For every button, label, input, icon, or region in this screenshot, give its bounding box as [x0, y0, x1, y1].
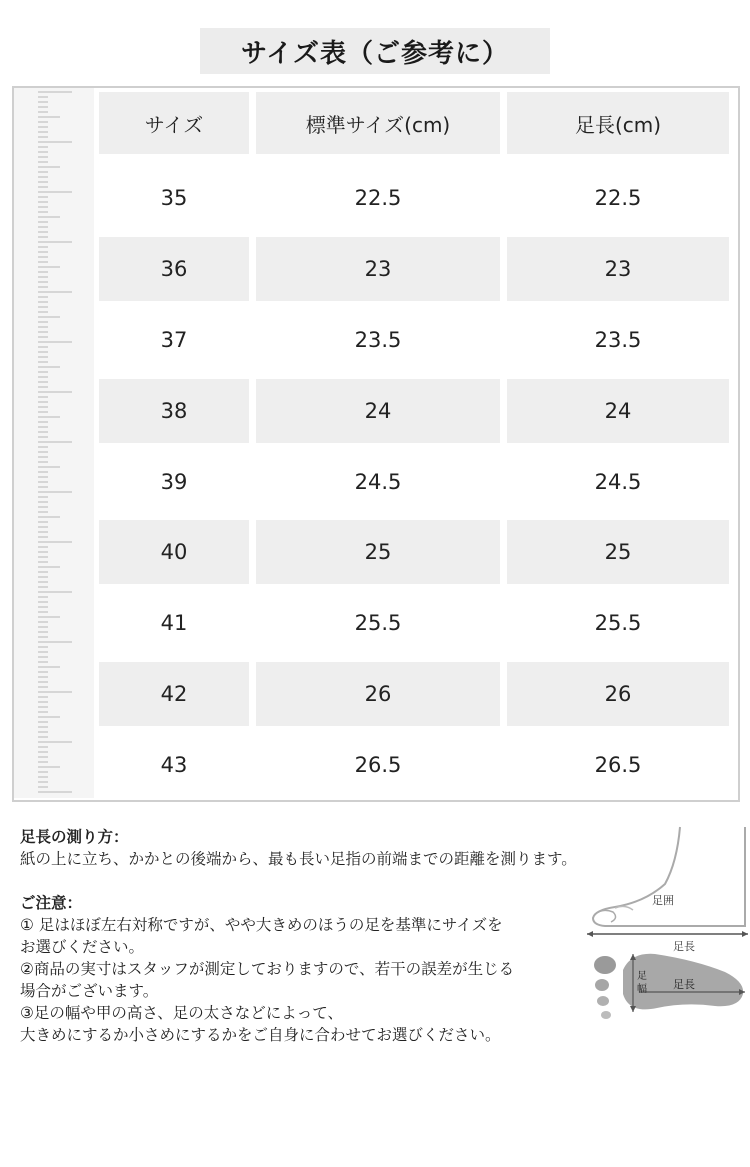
ruler-decoration [14, 88, 94, 798]
width-label: 足 幅 [637, 971, 647, 995]
toe-print [594, 956, 616, 974]
length-label-bottom: 足長 [673, 978, 695, 991]
table-cell: 40 [99, 520, 249, 584]
table-cell: 38 [99, 379, 249, 443]
length-label-top: 足長 [673, 940, 695, 953]
table-cell: 42 [99, 662, 249, 726]
table-cell: 26.5 [594, 753, 642, 777]
table-cell: 35 [160, 186, 188, 210]
table-cell: 26 [256, 662, 500, 726]
table-cell: 41 [160, 611, 188, 635]
table-cell: 39 [160, 470, 188, 494]
toe-print [597, 996, 609, 1006]
caution-heading: ご注意： [20, 894, 83, 912]
caution-line: ① 足はほぼ左右対称ですが、やや大きめのほうの足を基準にサイズを [20, 916, 503, 934]
table-cell: 26 [507, 662, 729, 726]
girth-label: 足囲 [652, 894, 674, 907]
caution-line: 大きめにするか小さめにするかをご自身に合わせてお選びください。 [20, 1026, 501, 1044]
notes-section [20, 826, 660, 1046]
header-standard-size: 標準サイズ(cm) [256, 92, 500, 154]
measure-heading: 足長の測り方： [20, 828, 129, 846]
table-cell: 26.5 [354, 753, 402, 777]
foot-measurement-illustration [585, 822, 750, 1022]
page-title: サイズ表（ご参考に） [200, 28, 550, 74]
table-cell: 22.5 [354, 186, 402, 210]
table-cell: 24 [256, 379, 500, 443]
table-cell: 22.5 [594, 186, 642, 210]
table-cell: 23.5 [594, 328, 642, 352]
foot-side-outline [593, 827, 745, 926]
toe-print [601, 1011, 611, 1019]
table-cell: 24.5 [594, 470, 642, 494]
caution-line: お選びください。 [20, 938, 145, 956]
caution-line: ②商品の実寸はスタッフが測定しておりますので、若干の誤差が生じる [20, 960, 515, 978]
table-cell: 25 [507, 520, 729, 584]
table-cell: 24.5 [354, 470, 402, 494]
table-cell: 37 [160, 328, 188, 352]
toe-print [595, 979, 609, 991]
table-cell: 23.5 [354, 328, 402, 352]
measure-text: 紙の上に立ち、かかとの後端から、最も長い足指の前端までの距離を測ります。 [20, 850, 577, 868]
table-cell: 36 [99, 237, 249, 301]
table-cell: 24 [507, 379, 729, 443]
table-cell: 23 [507, 237, 729, 301]
table-cell: 25.5 [594, 611, 642, 635]
header-foot-length: 足長(cm) [507, 92, 729, 154]
table-cell: 43 [160, 753, 188, 777]
header-size: サイズ [99, 92, 249, 154]
table-cell: 25.5 [354, 611, 402, 635]
table-cell: 23 [256, 237, 500, 301]
table-cell: 25 [256, 520, 500, 584]
caution-line: ③足の幅や甲の高さ、足の太さなどによって、 [20, 1004, 343, 1022]
caution-line: 場合がございます。 [20, 982, 159, 1000]
